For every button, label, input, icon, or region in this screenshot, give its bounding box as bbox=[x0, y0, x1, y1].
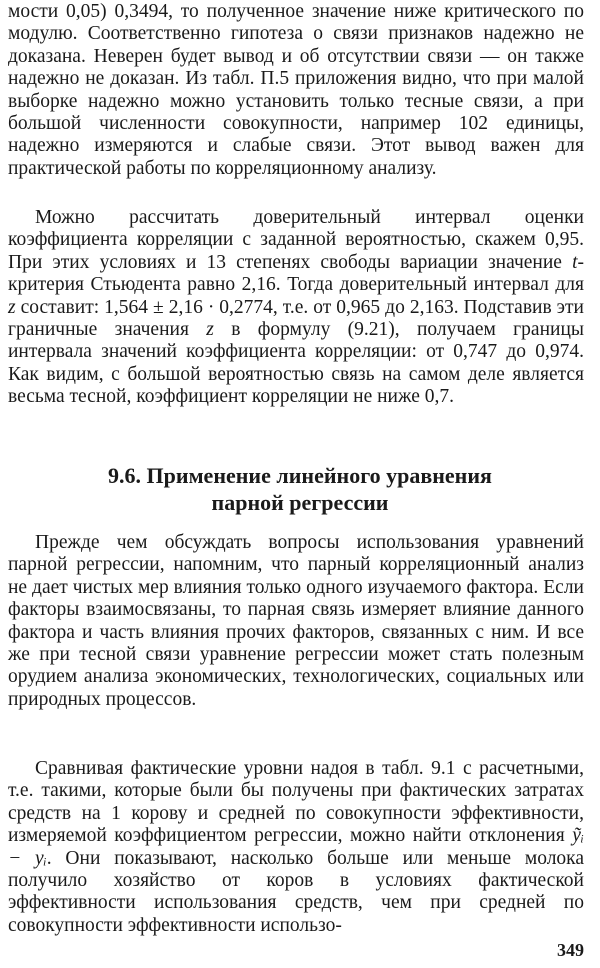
section-heading bbox=[0, 462, 600, 516]
paragraph-2-text-b: -критерия Стьюдента равно 2,16. Тогда доверительный интервал для bbox=[8, 251, 584, 296]
section-heading-line-1: 9.6. Применение линейного уравнения bbox=[108, 463, 492, 488]
z-symbol-2: z bbox=[206, 319, 214, 341]
paragraph-4-text-b: . Они показывают, насколько больше или меньше молока получило хозяйство от коров в условиях фактической эффективности использования средств, чем при средней по совокупности эффективности использо- bbox=[8, 847, 585, 936]
z-symbol: z bbox=[8, 296, 16, 318]
paragraph-2-text-c: составит: 1,564 ± 2,16 · 0,2774, т.е. от 0,965 до 2,163. Подставив эти граничные значения bbox=[8, 296, 584, 341]
paragraph-2-text-a: Можно рассчитать доверительный интервал оценки коэффициента корреляции с заданной вероятностью, скажем 0,95. При этих условиях и 13 степенях свободы вариации значение bbox=[8, 207, 584, 273]
paragraph-2-text-d: в формулу (9.21), получаем границы интервала значений коэффициента корреляции: от 0,747 до 0,974. Как видим, с большой вероятностью связь на самом деле является весьма тесной, коэффициент корреляции не ниже 0,7. bbox=[8, 319, 584, 408]
paragraph-2 bbox=[0, 207, 600, 409]
paragraph-4-text-a: Сравнивая фактические уровни надоя в табл. 9.1 с расчетными, т.е. такими, которые были бы получены при фактических затратах средств на 1 корову и средней по совокупности эффективности, измеряемой коэффициентом регрессии, можно найти отклонения bbox=[8, 758, 584, 847]
paragraph-1: мости 0,05) 0,3494, то полученное значение ниже критического по модулю. Соответственно гипотеза о связи признаков надежно не доказана. Неверен будет вывод и об отсутствии связи — он также надежно не доказан. Из табл. П.5 приложения видно, что при малой выборке надежно можно установить только тесные связи, а при большой численности совокупности, например 102 единицы, надежно измеряются и слабые связи. Этот вывод важен для практической работы по корреляционному анализу. bbox=[8, 1, 584, 179]
deviation-formula: ỹᵢ − yᵢ bbox=[8, 825, 584, 869]
page-number: 349 bbox=[557, 940, 584, 960]
paragraph-4 bbox=[0, 758, 600, 937]
section-heading-line-2: парной регрессии bbox=[211, 490, 389, 515]
t-symbol: t bbox=[572, 251, 578, 273]
paragraph-3: Прежде чем обсуждать вопросы использования уравнений парной регрессии, напомним, что парный корреляционный анализ не дает чистых мер влияния только одного изучаемого фактора. Если факторы взаимосвязаны, то парная связь измеряет влияние данного фактора и часть влияния прочих факторов, связанных с ним. И все же при тесной связи уравнение регрессии может стать полезным орудием анализа экономических, технологических, социальных или природных процессов. bbox=[8, 532, 584, 710]
